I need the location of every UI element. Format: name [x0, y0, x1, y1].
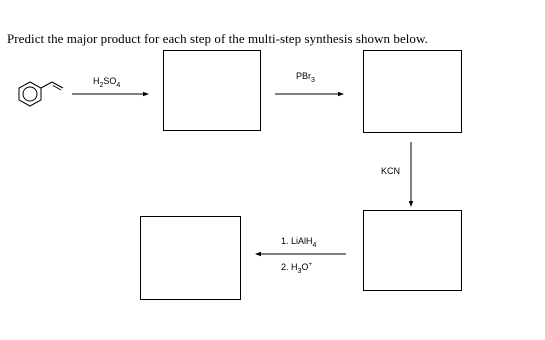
product-box-1[interactable]	[163, 50, 261, 131]
reagent-lialh4: 1. LiAlH$_4$	[281, 236, 317, 249]
product-box-3[interactable]	[363, 210, 462, 291]
reagent-h3o-plus: 2. $H_3O^+$	[281, 262, 312, 275]
vinyl-double-bond-outer	[52, 82, 63, 88]
vinyl-single-bond	[41, 82, 52, 88]
reagent-pbr3: PBr$_3$	[296, 71, 315, 84]
product-box-4[interactable]	[140, 216, 241, 300]
question-text: Predict the major product for each step of the multi-step synthesis shown below.	[7, 31, 428, 46]
reagent-kcn: KCN	[381, 166, 401, 176]
styrene-structure	[19, 82, 63, 106]
aromatic-circle	[23, 87, 37, 101]
benzene-ring	[19, 82, 41, 106]
reagent-h2so4: $H_2SO_4$	[93, 76, 121, 89]
product-box-2[interactable]	[363, 50, 462, 133]
